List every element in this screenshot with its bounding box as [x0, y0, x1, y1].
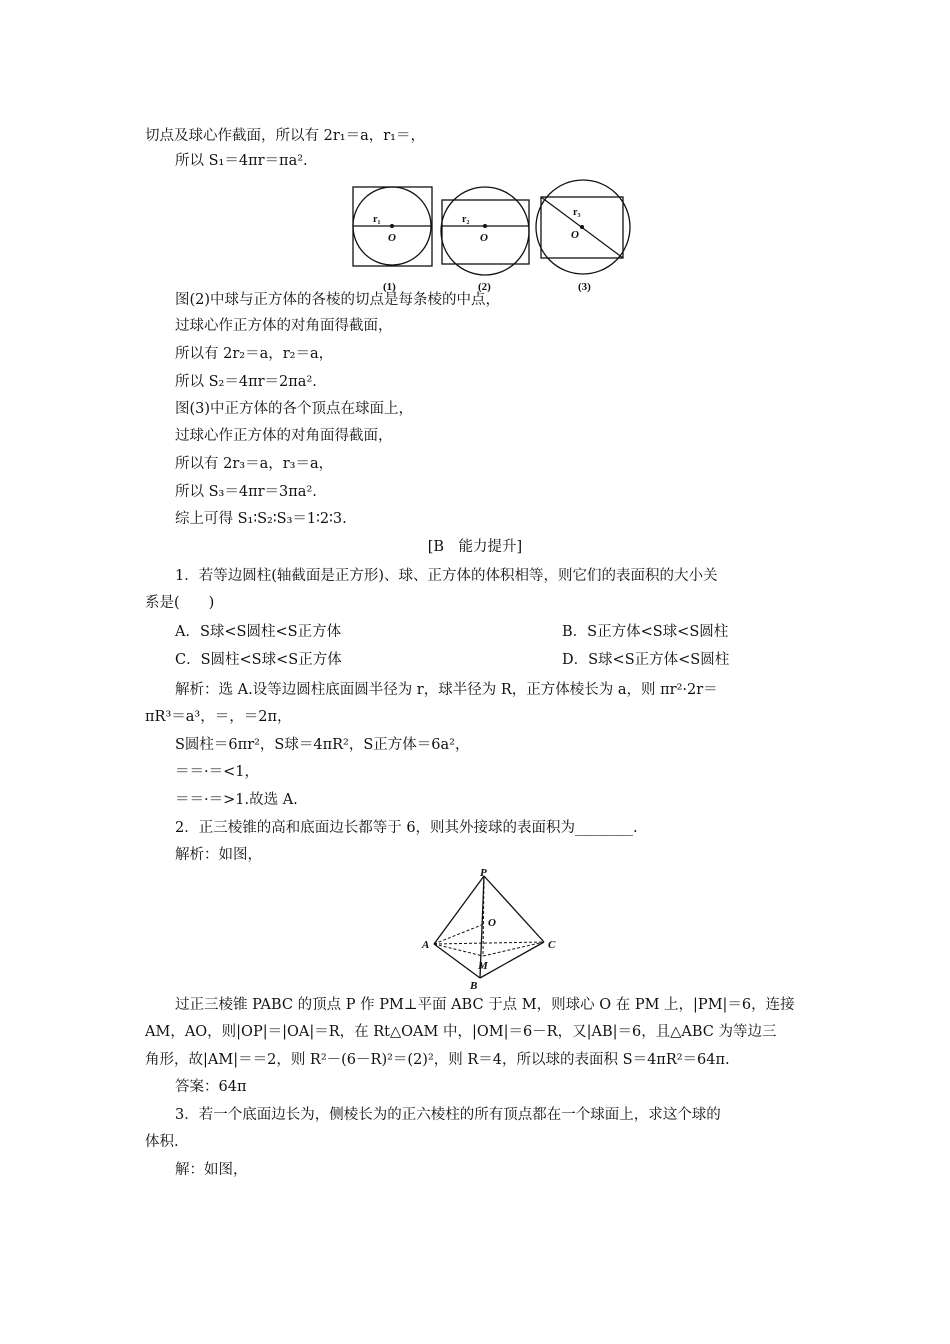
radius-label-3: r₃	[573, 207, 581, 218]
center-label-3: O	[571, 229, 579, 241]
text-line: 所以有 2r₃＝a，r₃＝a，	[175, 456, 334, 472]
text-line: 体积.	[145, 1134, 179, 1150]
text-line: 解析：如图，	[175, 847, 262, 863]
text-line: S圆柱＝6πr²，S球＝4πR²，S正方体＝6a²，	[175, 737, 470, 753]
option-c: C．S圆柱<S球<S正方体	[175, 652, 342, 668]
vertex-p-label: P	[480, 867, 487, 879]
pyramid-figure	[420, 866, 570, 991]
text-line: 切点及球心作截面，所以有 2r₁＝a，r₁＝，	[145, 128, 425, 144]
text-line: 图(3)中正方体的各个顶点在球面上，	[175, 401, 414, 417]
text-line: 系是( )	[145, 595, 215, 611]
text-line: 过球心作正方体的对角面得截面，	[175, 318, 393, 334]
text-line: 所以 S₁＝4πr＝πa².	[175, 153, 308, 169]
text-line: 角形，故|AM|＝＝2，则 R²－(6－R)²＝(2)²，则 R＝4，所以球的表面积 S＝4πR²＝64π.	[145, 1052, 730, 1068]
text-line: 所以有 2r₂＝a，r₂＝a，	[175, 346, 334, 362]
radius-label-1: r₁	[373, 214, 381, 225]
text-line: 所以 S₃＝4πr＝3πa².	[175, 484, 317, 500]
center-label-1: O	[388, 232, 396, 244]
question-3: 3．若一个底面边长为，侧棱长为的正六棱柱的所有顶点都在一个球面上，求这个球的	[175, 1107, 721, 1123]
text-line: 过球心作正方体的对角面得截面，	[175, 428, 393, 444]
sphere-cube-figure	[345, 178, 645, 293]
vertex-c-label: C	[548, 939, 556, 951]
text-line: 所以 S₂＝4πr＝2πa².	[175, 374, 317, 390]
caption-1: (1)	[383, 281, 396, 293]
caption-2: (2)	[478, 281, 491, 293]
radius-label-2: r₂	[462, 214, 470, 225]
option-b: B．S正方体<S球<S圆柱	[562, 624, 729, 640]
question-1: 1．若等边圆柱(轴截面是正方形)、球、正方体的体积相等，则它们的表面积的大小关	[175, 568, 718, 584]
text-line: ＝＝·＝>1.故选 A.	[175, 792, 298, 808]
option-a: A．S球<S圆柱<S正方体	[175, 624, 342, 640]
text-line: AM，AO，则|OP|＝|OA|＝R，在 Rt△OAM 中，|OM|＝6－R，又|AB|＝6，且△ABC 为等边三	[145, 1024, 777, 1040]
answer: 答案：64π	[175, 1079, 247, 1095]
text-line: 图(2)中球与正方体的各棱的切点是每条棱的中点，	[175, 292, 501, 308]
text-line: πR³＝a³，＝，＝2π，	[145, 709, 292, 725]
text-line: 解：如图，	[175, 1162, 248, 1178]
section-heading: [B 能力提升]	[427, 539, 523, 555]
center-label-2: O	[480, 232, 488, 244]
text-line: ＝＝·＝<1，	[175, 764, 259, 780]
caption-3: (3)	[578, 281, 591, 293]
point-m-label: M	[478, 960, 488, 972]
question-2: 2．正三棱锥的高和底面边长都等于 6，则其外接球的表面积为________.	[175, 820, 638, 836]
text-line: 解析：选 A.设等边圆柱底面圆半径为 r，球半径为 R，正方体棱长为 a，则 πr²·2r＝	[175, 682, 718, 698]
vertex-b-label: B	[470, 980, 478, 991]
vertex-a-label: A	[422, 939, 430, 951]
center-o-label: O	[488, 917, 496, 929]
option-d: D．S球<S正方体<S圆柱	[562, 652, 730, 668]
text-line: 综上可得 S₁∶S₂∶S₃＝1∶2∶3.	[175, 511, 347, 527]
text-line: 过正三棱锥 PABC 的顶点 P 作 PM⊥平面 ABC 于点 M，则球心 O 在 PM 上，|PM|＝6，连接	[175, 997, 795, 1013]
